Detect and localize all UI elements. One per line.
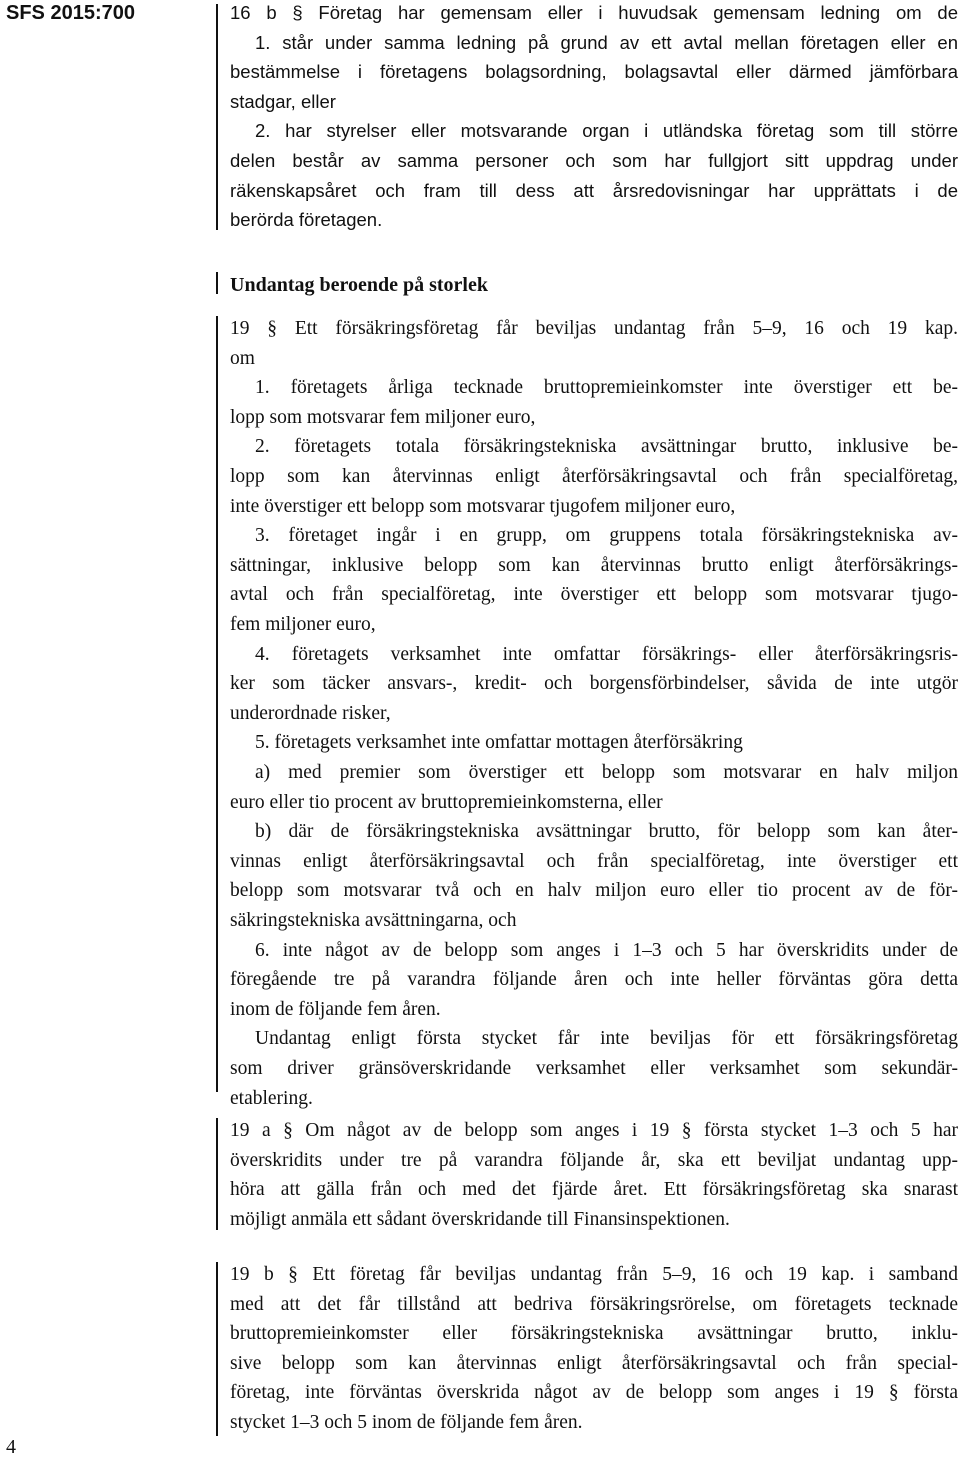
text-line: euro eller tio procent av bruttopremieinkomsterna, eller — [230, 791, 663, 813]
text-line: lopp som kan återvinnas enligt återförsäkringsavtal och från specialföretag, — [230, 466, 958, 487]
change-bar — [216, 316, 218, 1092]
text-line: som driver gränsöverskridande verksamhet eller verksamhet som sekundär- — [230, 1058, 958, 1079]
text-line: belopp som motsvarar två och en halv miljon euro eller tio procent av de för- — [230, 880, 958, 902]
text-line: 16 b § Företag har gemensam eller i huvudsak gemensam ledning om de — [230, 2, 958, 23]
text-line: fem miljoner euro, — [230, 614, 376, 635]
text-line: avtal och från specialföretag, inte överstiger ett belopp som motsvarar tjugo- — [230, 584, 958, 606]
text-line: 1. står under samma ledning på grund av ett avtal mellan företagen eller en — [255, 31, 958, 53]
change-bar — [216, 272, 218, 294]
text-line: inte överstiger ett belopp som motsvarar tjugofem miljoner euro, — [230, 495, 736, 517]
text-line: 6. inte något av de belopp som anges i 1–3 och 5 har överskridits under de — [255, 939, 958, 961]
text-line: Undantag enligt första stycket får inte beviljas för ett försäkringsföretag — [255, 1028, 958, 1050]
change-bar — [216, 1262, 218, 1436]
text-line: sättningar, inklusive belopp som kan återvinnas brutto enligt återförsäkrings- — [230, 554, 958, 576]
text-line: räkenskapsåret och fram till dess att årsredovisningar har upprättats i de — [230, 179, 958, 201]
text-line: underordnade risker, — [230, 702, 391, 724]
text-line: 19 b § Ett företag får beviljas undantag från 5–9, 16 och 19 kap. i samband — [230, 1264, 958, 1285]
text-line: 1. företagets årliga tecknade bruttopremieinkomster inte överstiger ett be- — [255, 377, 958, 399]
text-line: delen består av samma personer och som har fullgjort sitt uppdrag under — [230, 150, 958, 171]
text-line: föregående tre på varandra följande åren och inte heller förväntas göra detta — [230, 969, 958, 991]
text-line: 2. företagets totala försäkringstekniska avsättningar brutto, inklusive be- — [255, 436, 958, 458]
text-line: 5. företagets verksamhet inte omfattar mottagen återförsäkring — [255, 732, 743, 754]
text-line: bruttopremieinkomster eller försäkringstekniska avsättningar brutto, inklu- — [230, 1323, 958, 1345]
text-line: företag, inte förväntas överskrida något av de belopp som anges i 19 § första — [230, 1382, 958, 1404]
text-line: sive belopp som kan återvinnas enligt återförsäkringsavtal och från special- — [230, 1352, 958, 1374]
text-line: möjligt anmäla ett sådant överskridande till Finansinspektionen. — [230, 1208, 730, 1230]
sfs-number: SFS 2015:700 — [6, 2, 135, 24]
text-line: inom de följande fem åren. — [230, 998, 441, 1020]
text-line: 2. har styrelser eller motsvarande organ i utländska företag som till större — [255, 120, 958, 142]
text-line: 4. företagets verksamhet inte omfattar försäkrings- eller återförsäkringsris- — [255, 643, 958, 665]
text-line: berörda företagen. — [230, 209, 383, 231]
text-line: etablering. — [230, 1087, 313, 1109]
text-line: om — [230, 347, 255, 369]
text-line: 19 a § Om något av de belopp som anges i 19 § första stycket 1–3 och 5 har — [230, 1120, 958, 1141]
text-line: överskridits under tre på varandra följande år, ska ett beviljat undantag upp- — [230, 1149, 958, 1171]
text-line: stadgar, eller — [230, 90, 336, 112]
text-line: bestämmelse i företagens bolagsordning, bolagsavtal eller därmed jämförbara — [230, 61, 958, 83]
text-line: lopp som motsvarar fem miljoner euro, — [230, 406, 536, 428]
text-line: stycket 1–3 och 5 inom de följande fem åren. — [230, 1412, 583, 1433]
text-line: höra att gälla från och med det fjärde året. Ett försäkringsföretag ska snarast — [230, 1179, 958, 1201]
text-line: ker som täcker ansvars-, kredit- och borgensförbindelser, såvida de inte utgör — [230, 673, 958, 695]
text-line: vinnas enligt återförsäkringsavtal och från specialföretag, inte överstiger ett — [230, 850, 958, 872]
text-line: a) med premier som överstiger ett belopp som motsvarar en halv miljon — [255, 762, 958, 783]
page-number: 4 — [6, 1436, 16, 1458]
text-line: säkringstekniska avsättningarna, och — [230, 910, 517, 931]
text-line: med att det får tillstånd att bedriva försäkringsrörelse, om företagets tecknade — [230, 1293, 958, 1315]
text-line: 3. företaget ingår i en grupp, om gruppens totala försäkringstekniska av- — [255, 525, 958, 547]
text-line: 19 § Ett försäkringsföretag får beviljas undantag från 5–9, 16 och 19 kap. — [230, 318, 958, 339]
text-line: Undantag beroende på storlek — [230, 274, 488, 296]
change-bar — [216, 4, 218, 230]
change-bar — [216, 1118, 218, 1230]
text-line: b) där de försäkringstekniska avsättningar brutto, för belopp som kan åter- — [255, 821, 958, 843]
